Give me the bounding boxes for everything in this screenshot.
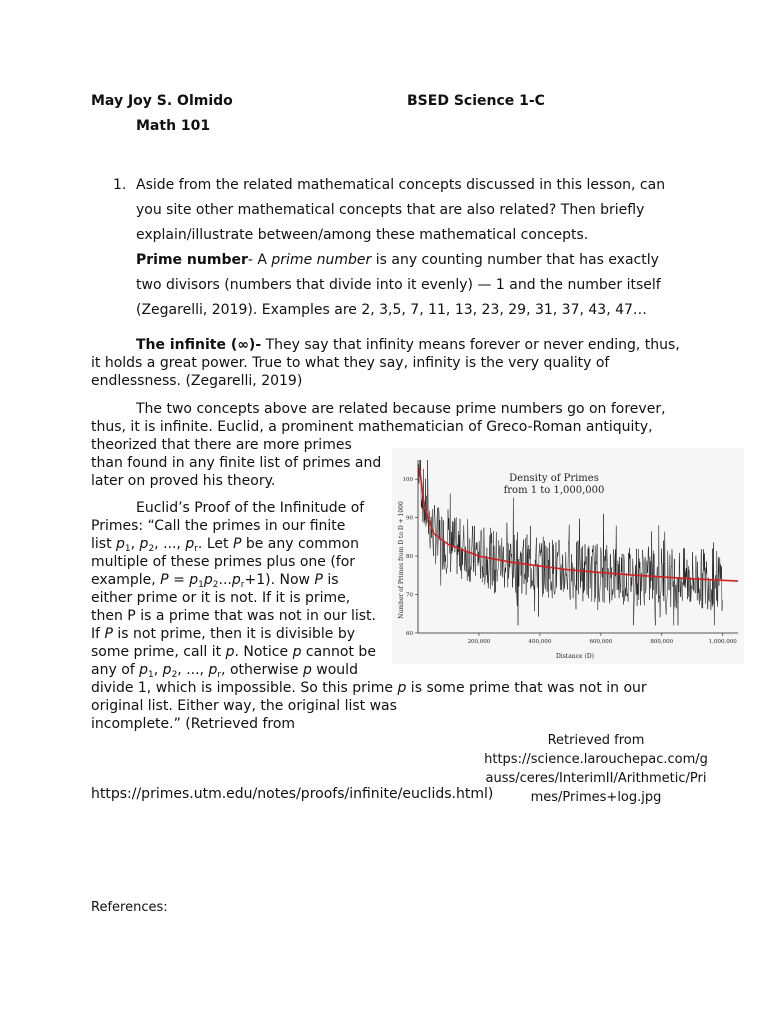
infinite-definition: The infinite (∞)- They say that infinity means forever or never ending, thus, it holds a great power. True to what they say, infinity is the very quality of endlessness. (Zegarelli, 2019) [91, 337, 680, 389]
question-text [136, 173, 736, 323]
y-tick-label: 80 [406, 554, 413, 561]
figure-caption: Retrieved from https://science.larouchepac.com/g auss/ceres/InterimII/Arithmetic/Pri mes/Primes+log.jpg [484, 733, 708, 805]
y-tick-label: 100 [402, 477, 413, 484]
references-heading: References: [91, 900, 168, 915]
infinite-term: The infinite (∞)- [136, 337, 262, 353]
question-line: explain/illustrate between/among these mathematical concepts. [136, 227, 589, 243]
x-axis-label: Distance (D) [556, 653, 594, 660]
relation-paragraph: The two concepts above are related because prime numbers go on forever, thus, it is infinite. Euclid, a prominent mathematician of Greco-Roman antiquity, theorized that there are more primes than found in any finite list of primes and later on proved his theory. [91, 401, 666, 489]
prime-density-chart [392, 448, 744, 664]
chart-subtitle: from 1 to 1,000,000 [503, 485, 605, 496]
x-tick-label: 1,000,000 [708, 639, 737, 645]
course-section: BSED Science 1-C [407, 93, 545, 109]
course-title: Math 101 [136, 118, 211, 134]
chart-title: Density of Primes [509, 473, 599, 484]
author-name: May Joy S. Olmido [91, 93, 233, 109]
prime-definition-line: two divisors (numbers that divide into it evenly) — 1 and the number itself [136, 277, 661, 293]
x-tick-label: 200,000 [467, 639, 491, 645]
x-tick-label: 800,000 [650, 639, 674, 645]
y-tick-label: 60 [406, 631, 413, 637]
y-tick-label: 70 [406, 592, 413, 599]
question-line: Aside from the related mathematical concepts discussed in this lesson, can [136, 177, 666, 193]
x-tick-label: 600,000 [589, 639, 613, 645]
y-axis-label: Number of Primes from D to D + 1000 [398, 501, 405, 619]
prime-number-term: Prime number [136, 252, 248, 268]
proof-source-url: https://primes.utm.edu/notes/proofs/infinite/euclids.html) [91, 786, 494, 802]
prime-number-definition: Prime number- A prime number is any counting number that has exactly [136, 252, 659, 268]
y-tick-label: 90 [406, 515, 413, 522]
question-line: you site other mathematical concepts that are also related? Then briefly [136, 202, 645, 218]
question-number: 1. [113, 177, 127, 193]
x-tick-label: 400,000 [528, 639, 552, 645]
prime-definition-line: (Zegarelli, 2019). Examples are 2, 3,5, 7, 11, 13, 23, 29, 31, 37, 43, 47… [136, 302, 647, 318]
euclid-proof: Euclid’s Proof of the Infinitude of Primes: “Call the primes in our finite list $p_1$, $p_2$, ..., $p_r$. Let P be any common multiple of these primes plus one (for example, $P = p_1p_2...p_r+1$). Now P is either prime or it is not. If it is prime, then P is a prime that was not in our list. If P is not prime, then it is divisible by some prime, call it p. Notice p cannot be any of $p_1$, $p_2$, ..., $p_r$, otherwise p would divide 1, which is impossible. So this prime p is some prime that was not in our original list. Either way, the original list was incomplete.” (Retrieved from [91, 500, 647, 732]
